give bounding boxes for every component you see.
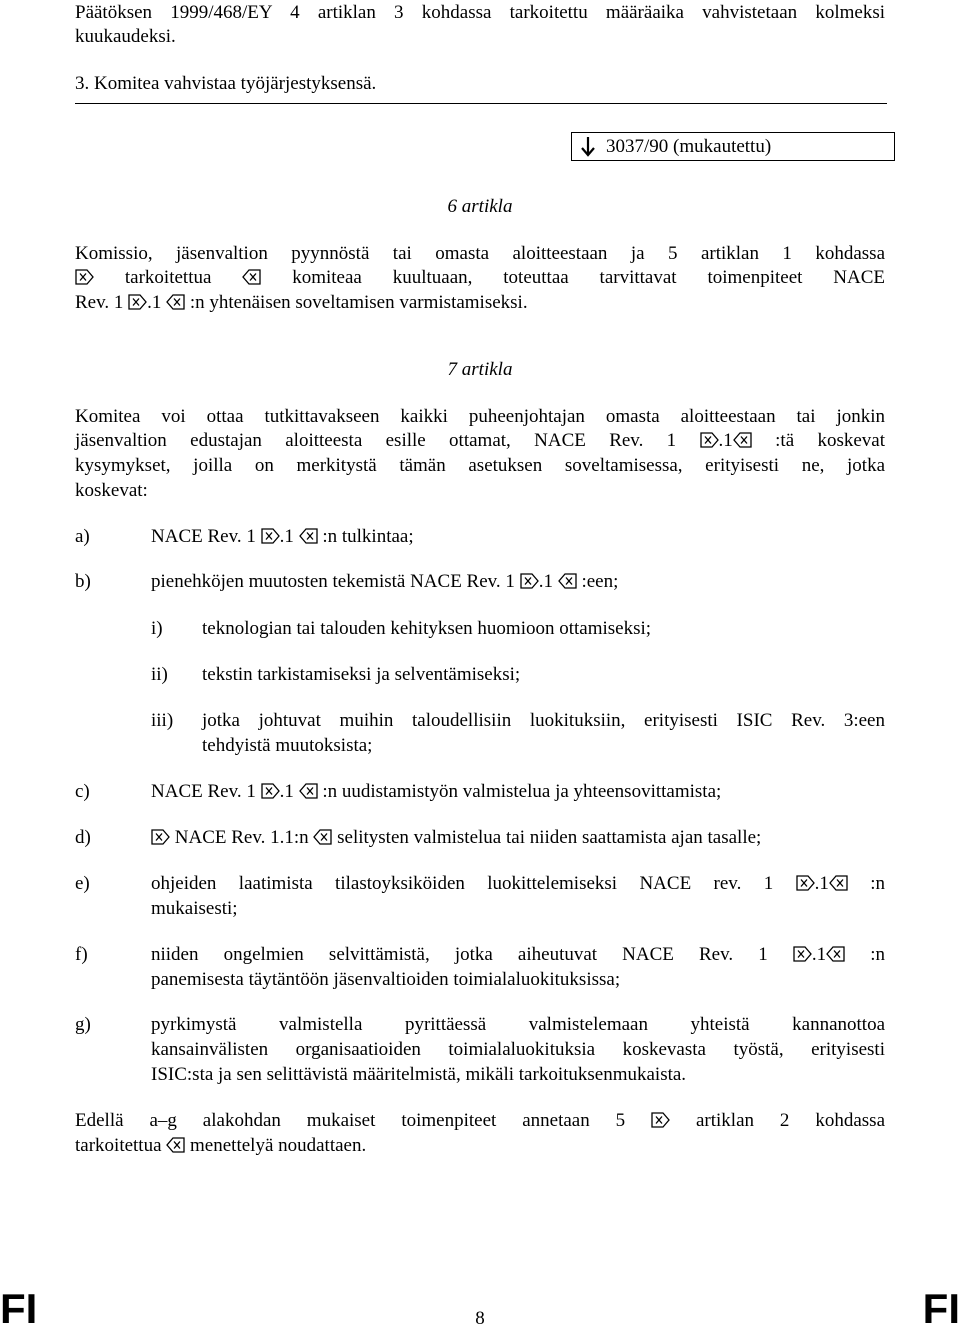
- list-text: tehdyistä muutoksista;: [202, 735, 373, 756]
- language-code-right: FI: [922, 1285, 960, 1332]
- deletion-start-icon: [128, 294, 147, 310]
- text: :een;: [581, 571, 619, 592]
- list-label: g): [75, 1014, 91, 1035]
- list-text: [151, 779, 885, 804]
- reference-text: 3037/90 (mukautettu): [606, 136, 772, 157]
- list-text: panemisesta täytäntöön jäsenvaltioiden toimialaluokituksissa;: [151, 969, 621, 990]
- page-number: 8: [475, 1308, 485, 1329]
- deletion-end-icon: [166, 294, 185, 310]
- text: NACE Rev. 1: [151, 781, 256, 802]
- article-6-line2: [75, 265, 885, 290]
- list-text: ISIC:sta ja sen selittävistä määritelmistä, mikäli tarkoituksenmukaista.: [151, 1064, 687, 1085]
- article-6-line3: [75, 290, 885, 315]
- deletion-start-icon: [651, 1112, 670, 1128]
- text: tarkoitettua: [124, 267, 212, 288]
- text: niiden ongelmien selvittämistä, jotka aiheutuvat NACE Rev. 1: [151, 944, 768, 965]
- text: :n: [870, 944, 886, 965]
- article-7-line4: [75, 478, 885, 503]
- deletion-start-icon: [261, 783, 280, 799]
- list-label: e): [75, 873, 90, 894]
- text: selitysten valmistelua tai niiden saattamista ajan tasalle;: [337, 827, 762, 848]
- deletion-end-icon: [829, 875, 848, 891]
- list-label: b): [75, 571, 91, 592]
- list-label: ii): [151, 664, 168, 685]
- down-arrow-icon: [578, 133, 598, 168]
- deletion-end-icon: [733, 432, 752, 448]
- text: NACE Rev. 1.1:n: [174, 827, 309, 848]
- paragraph-deadline-line1: [75, 0, 885, 25]
- text: 3. Komitea vahvistaa työjärjestyksensä.: [75, 73, 377, 94]
- text: pienehköjen muutosten tekemistä NACE Rev. 1: [151, 571, 515, 592]
- horizontal-divider: [75, 103, 887, 104]
- article-7-line3: [75, 453, 885, 478]
- list-label: i): [151, 618, 163, 639]
- text: Komitea voi ottaa tutkittavakseen kaikki puheenjohtajan omasta aloitteestaan tai jonkin: [75, 406, 885, 427]
- list-label: iii): [151, 710, 174, 731]
- amendment-reference-box: [571, 132, 895, 161]
- list-text: [151, 942, 885, 967]
- text: .1: [811, 944, 827, 965]
- text: :tä koskevat: [775, 430, 886, 451]
- deletion-start-icon: [796, 875, 815, 891]
- list-text: teknologian tai talouden kehityksen huomioon ottamiseksi;: [202, 618, 652, 639]
- text: .1: [718, 430, 733, 451]
- list-text: pyrkimystä valmistella pyrittäessä valmistelemaan yhteistä kannanottoa: [151, 1014, 885, 1035]
- deletion-end-icon: [242, 269, 261, 285]
- list-text: tekstin tarkistamiseksi ja selventämiseksi;: [202, 664, 521, 685]
- text: Rev. 1: [75, 292, 124, 313]
- deletion-start-icon: [151, 829, 170, 845]
- text: kuukaudeksi.: [75, 26, 176, 47]
- text: tarkoitettua: [75, 1135, 162, 1156]
- article-6-heading: [75, 194, 885, 219]
- text: Komissio, jäsenvaltion pyynnöstä tai omasta aloitteestaan ja 5 artiklan 1 kohdassa: [75, 243, 885, 264]
- language-code-left: FI: [0, 1285, 38, 1332]
- text: koskevat:: [75, 480, 148, 501]
- article-7-line1: [75, 404, 885, 429]
- deletion-end-icon: [299, 783, 318, 799]
- closing-line2: [75, 1133, 885, 1158]
- heading-text: 6 artikla: [447, 196, 513, 217]
- list-label: c): [75, 781, 90, 802]
- deletion-end-icon: [299, 528, 318, 544]
- text: :n: [870, 873, 886, 894]
- closing-line1: [75, 1108, 885, 1133]
- text: jäsenvaltion edustajan aloitteesta esille ottamat, NACE Rev. 1: [75, 430, 677, 451]
- deletion-start-icon: [520, 573, 539, 589]
- list-text: mukaisesti;: [151, 898, 238, 919]
- text: .1: [147, 292, 162, 313]
- text: .1: [279, 526, 294, 547]
- heading-text: 7 artikla: [447, 359, 513, 380]
- deletion-start-icon: [75, 269, 94, 285]
- text: Päätöksen 1999/468/EY 4 artiklan 3 kohdassa tarkoitettu määräaika vahvistetaan kolmeksi: [75, 2, 885, 23]
- deletion-end-icon: [166, 1137, 185, 1153]
- list-label: a): [75, 526, 90, 547]
- deletion-end-icon: [558, 573, 577, 589]
- list-text: [151, 825, 885, 850]
- list-label: d): [75, 827, 91, 848]
- text: .1: [279, 781, 294, 802]
- text: :n uudistamistyön valmistelua ja yhteensovittamista;: [322, 781, 722, 802]
- deletion-start-icon: [793, 946, 812, 962]
- text: artiklan 2 kohdassa: [695, 1110, 886, 1131]
- paragraph-rules-of-procedure: [75, 71, 885, 96]
- list-text: [151, 524, 885, 549]
- text: ohjeiden laatimista tilastoyksiköiden luokittelemiseksi NACE rev. 1: [151, 873, 774, 894]
- text: kysymykset, joilla on merkitystä tämän asetuksen soveltamisessa, erityisesti ne, jotka: [75, 455, 885, 476]
- list-label: f): [75, 944, 88, 965]
- deletion-end-icon: [826, 946, 845, 962]
- list-text: [151, 871, 885, 896]
- text: menettelyä noudattaen.: [190, 1135, 367, 1156]
- text: .1: [814, 873, 829, 894]
- list-text: kansainvälisten organisaatioiden toimialaluokituksia koskevasta työstä, erityisesti: [151, 1039, 885, 1060]
- text: .1: [538, 571, 553, 592]
- text: :n yhtenäisen soveltamisen varmistamiseksi.: [189, 292, 528, 313]
- list-text: jotka johtuvat muihin taloudellisiin luokituksiin, erityisesti ISIC Rev. 3:een: [202, 710, 885, 731]
- text: komiteaa kuultuaan, toteuttaa tarvittavat toimenpiteet NACE: [292, 267, 886, 288]
- list-text: [151, 569, 885, 594]
- deletion-start-icon: [700, 432, 719, 448]
- article-7-line2: [75, 428, 885, 453]
- article-6-line1: [75, 241, 885, 266]
- text: Edellä a–g alakohdan mukaiset toimenpiteet annetaan 5: [75, 1110, 626, 1131]
- text: NACE Rev. 1: [151, 526, 256, 547]
- deletion-start-icon: [261, 528, 280, 544]
- article-7-heading: [75, 357, 885, 382]
- deletion-end-icon: [313, 829, 332, 845]
- text: :n tulkintaa;: [322, 526, 414, 547]
- paragraph-deadline-line2: [75, 24, 885, 49]
